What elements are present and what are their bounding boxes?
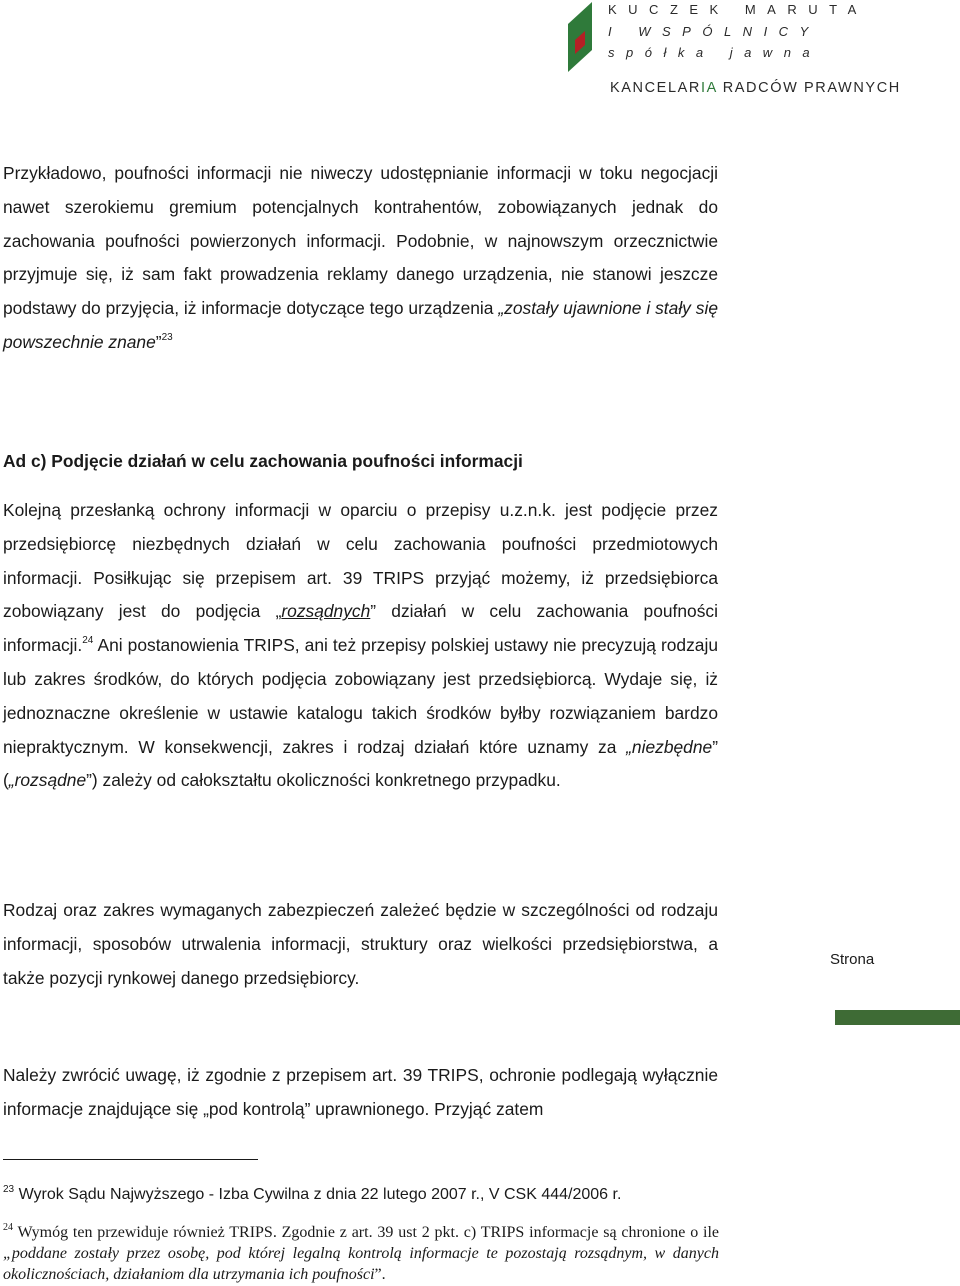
logo-company-type: spółka jawna — [608, 45, 822, 60]
logo-firm-name: KUCZEK MARUTA — [608, 2, 868, 17]
logo-partners: I WSPÓLNICY — [608, 24, 820, 39]
footnote-divider — [3, 1159, 258, 1160]
footnote-23: $^{23}$ Wyrok Sądu Najwyższego - Izba Cywilna z dnia 22 lutego 2007 r., V CSK 444/2006 r. — [3, 1184, 622, 1203]
logo-subtitle: KANCELARIA RADCÓW PRAWNYCH — [610, 80, 901, 96]
paragraph-3: Rodzaj oraz zakres wymaganych zabezpieczeń zależeć będzie w szczególności od rodzaju informacji, sposobów utrwalenia informacji, struktury oraz wielkości przedsiębiorstwa, a także pozycji rynkowej danego przedsiębiorcy. — [3, 900, 718, 988]
section-heading: Ad c) Podjęcie działań w celu zachowania poufności informacji — [3, 451, 523, 471]
logo-mark-icon — [566, 2, 594, 74]
footnote-ref-23: 23 — [161, 331, 173, 343]
footnote-24: $^{24}$ Wymóg ten przewiduje również TRIPS. Zgodnie z art. 39 ust 2 pkt. c) TRIPS informacje są chronione o ile „poddane zostały przez osobę, pod której legalną kontrolą informacje te pozostają rozsądnym, w danych okolicznościach, działaniom dla utrzymania ich poufności”. — [3, 1222, 719, 1283]
paragraph-1: Przykładowo, poufności informacji nie niweczy udostępnianie informacji w toku negocjacji nawet szerokiemu gremium potencjalnych kontrahentów, zobowiązanych jednak do zachowania poufności powierzonych informacji. Podobnie, w najnowszym orzecznictwie przyjmuje się, iż sam fakt prowadzenia reklamy danego urządzenia, nie stanowi jeszcze podstawy do przyjęcia, iż informacje dotyczące tego urządzenia „zostały ujawnione i stały się powszechnie znane”$^{23}$ — [3, 163, 718, 352]
page-accent-bar — [835, 1010, 960, 1025]
page-label: Strona — [830, 951, 875, 968]
paragraph-2: Kolejną przesłanką ochrony informacji w oparciu o przepisy u.z.n.k. jest podjęcie przez przedsiębiorcę niezbędnych działań w celu zachowania poufności przedmiotowych informacji. Posiłkując się przepisem art. 39 TRIPS przyjąć możemy, iż przedsiębiorca zobowiązany jest do podjęcia „rozsądnych” działań w celu zachowania poufności informacji.$^{24}$ Ani postanowienia TRIPS, ani też przepisy polskiej ustawy nie precyzują rodzaju lub zakres środków, do których podjęcia zobowiązany jest przedsiębiorcą. Wydaje się, iż jednoznaczne określenie w ustawie katalogu takich środków byłby rozwiązaniem bardzo niepraktycznym. W konsekwencji, zakres i rodzaj działań które uznamy za „niezbędne” („rozsądne”) zależy od całokształtu okoliczności konkretnego przypadku. — [3, 500, 718, 791]
paragraph-4: Należy zwrócić uwagę, iż zgodnie z przepisem art. 39 TRIPS, ochronie podlegają wyłącznie informacje znajdujące się „pod kontrolą” uprawnionego. Przyjąć zatem — [3, 1065, 718, 1119]
footnote-ref-24: 24 — [82, 635, 94, 647]
